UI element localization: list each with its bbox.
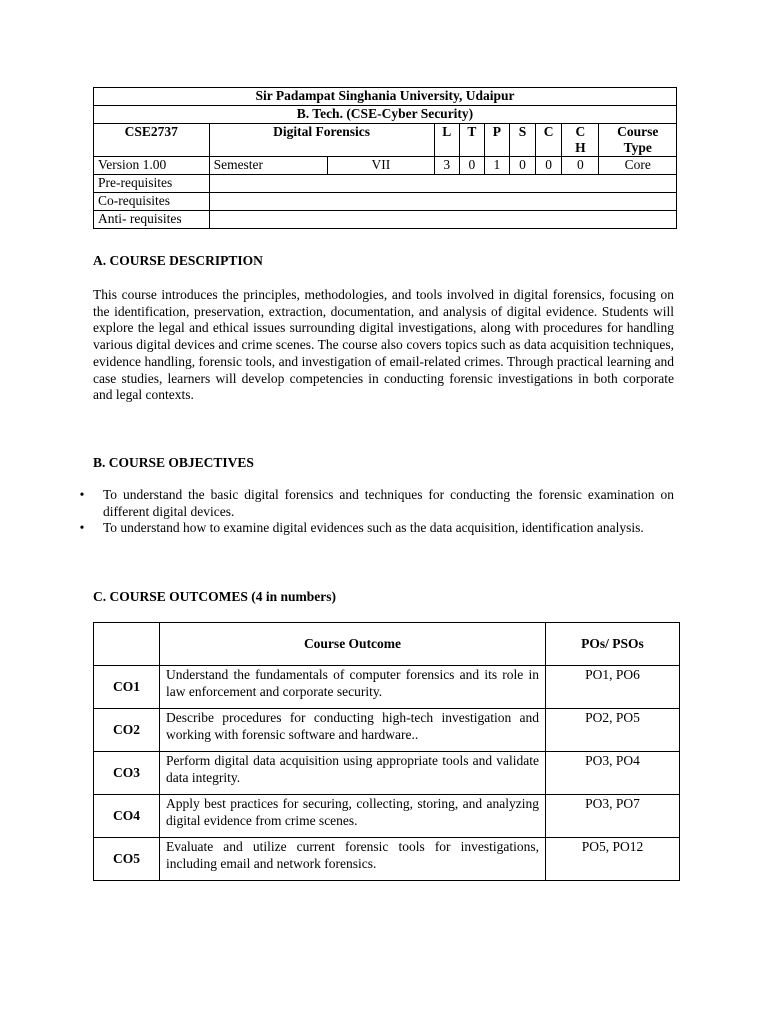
outcome-po: PO5, PO12 [546, 838, 680, 881]
credit-header-p: P [484, 124, 509, 157]
credit-header-l: L [434, 124, 459, 157]
outcome-text: Evaluate and utilize current forensic tools for investigations, including email and network forensics. [160, 838, 546, 881]
credit-value-ch: 0 [562, 157, 599, 175]
corequisites-label: Co-requisites [94, 193, 210, 211]
credit-header-c: C [536, 124, 562, 157]
semester-value: VII [328, 157, 435, 175]
course-objectives-heading: B. COURSE OBJECTIVES [93, 455, 254, 470]
course-title: Digital Forensics [209, 124, 434, 157]
university-name: Sir Padampat Singhania University, Udaipur [94, 88, 677, 106]
credit-value-l: 3 [434, 157, 459, 175]
table-row [94, 795, 680, 838]
objective-text: To understand how to examine digital evidences such as the data acquisition, identification analysis. [103, 520, 644, 536]
outcome-po: PO3, PO4 [546, 752, 680, 795]
table-row [94, 838, 680, 881]
antirequisites-label: Anti- requisites [94, 211, 210, 229]
outcome-code: CO5 [94, 838, 160, 881]
course-objectives-list [77, 487, 674, 537]
version-label: Version 1.00 [94, 157, 210, 175]
outcome-text: Describe procedures for conducting high-tech investigation and working with forensic software and hardware.. [160, 709, 546, 752]
credit-value-p: 1 [484, 157, 509, 175]
outcome-text: Apply best practices for securing, collecting, storing, and analyzing digital evidence from crime scenes. [160, 795, 546, 838]
prerequisites-label: Pre-requisites [94, 175, 210, 193]
outcome-header: Course Outcome [160, 623, 546, 666]
outcome-po: PO3, PO7 [546, 795, 680, 838]
outcome-code: CO2 [94, 709, 160, 752]
course-description-heading: A. COURSE DESCRIPTION [93, 253, 263, 268]
credit-value-c: 0 [536, 157, 562, 175]
outcome-code: CO3 [94, 752, 160, 795]
course-outcomes-heading: C. COURSE OUTCOMES (4 in numbers) [93, 589, 337, 604]
po-header: POs/ PSOs [546, 623, 680, 666]
table-row [94, 666, 680, 709]
outcome-text: Perform digital data acquisition using appropriate tools and validate data integrity. [160, 752, 546, 795]
outcome-code: CO1 [94, 666, 160, 709]
semester-label: Semester [209, 157, 328, 175]
course-code: CSE2737 [94, 124, 210, 157]
credit-header-s: S [509, 124, 535, 157]
course-outcomes-table [93, 622, 680, 881]
course-type-header: Course Type [599, 124, 677, 157]
corequisites-value [209, 193, 676, 211]
program-name: B. Tech. (CSE-Cyber Security) [94, 106, 677, 124]
outcome-code-header [94, 623, 160, 666]
bullet-icon: • [79, 487, 85, 502]
table-row [94, 752, 680, 795]
outcome-po: PO1, PO6 [546, 666, 680, 709]
prerequisites-value [209, 175, 676, 193]
course-info-table [93, 87, 677, 229]
table-row [94, 709, 680, 752]
objective-item [77, 487, 674, 520]
outcome-text: Understand the fundamentals of computer forensics and its role in law enforcement and corporate security. [160, 666, 546, 709]
course-type-value: Core [599, 157, 677, 175]
bullet-icon: • [79, 520, 85, 536]
credit-value-t: 0 [459, 157, 484, 175]
objective-item [77, 520, 674, 537]
outcome-code: CO4 [94, 795, 160, 838]
outcome-po: PO2, PO5 [546, 709, 680, 752]
credit-header-ch: C H [562, 124, 599, 157]
credit-header-t: T [459, 124, 484, 157]
antirequisites-value [209, 211, 676, 229]
course-description-text: This course introduces the principles, methodologies, and tools involved in digital forensics, focusing on the identification, preservation, extraction, documentation, and analysis of digital evidence. Students will explore the legal and ethical issues surrounding digital investigations, along with procedures for handling various digital devices and crime scenes. The course also covers topics such as data acquisition techniques, evidence handling, forensic tools, and investigation of email-related crimes. Through practical learning and case studies, learners will develop competencies in conducting forensic investigations in both corporate and legal contexts. [93, 287, 674, 403]
credit-value-s: 0 [509, 157, 535, 175]
objective-text: To understand the basic digital forensics and techniques for conducting the forensic examination on different digital devices. [103, 487, 674, 519]
